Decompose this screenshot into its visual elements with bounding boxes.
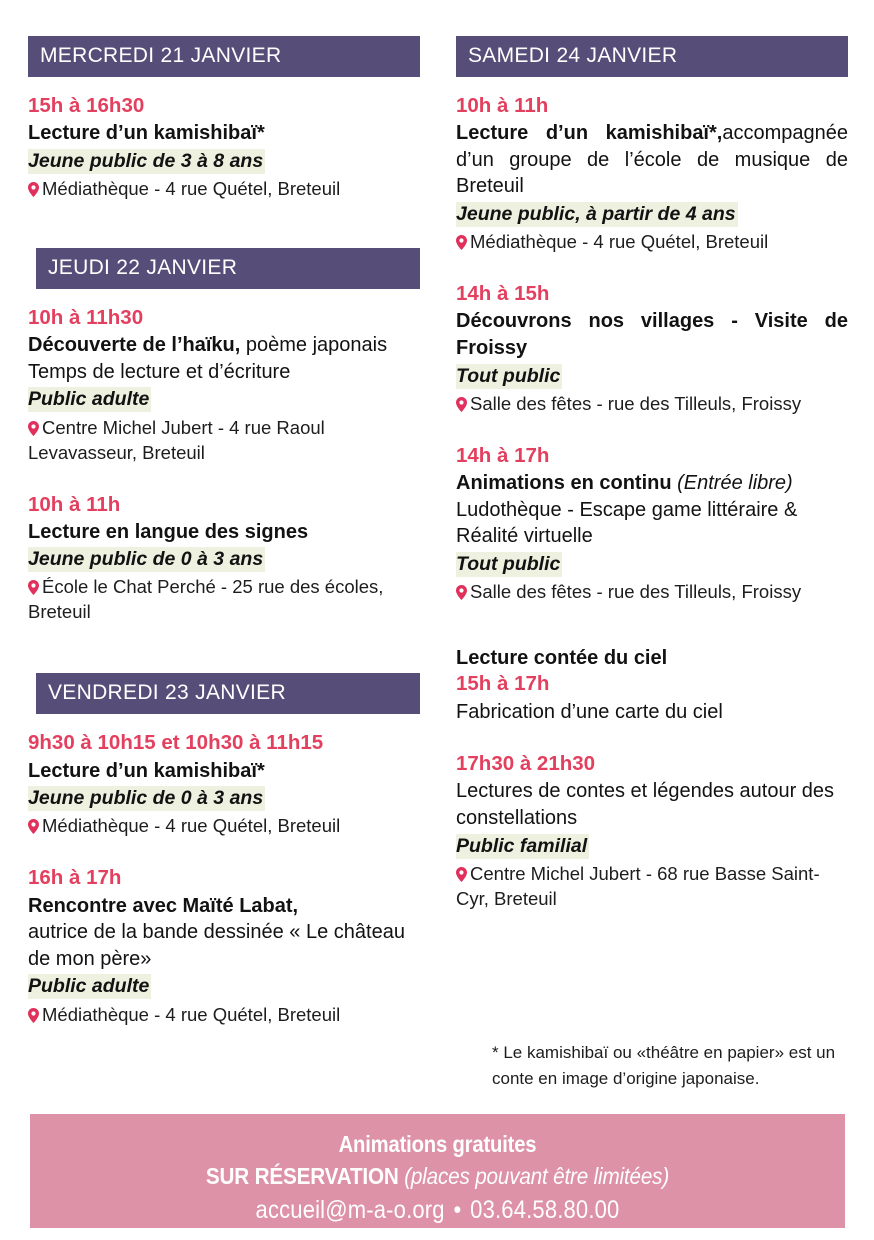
event-title-bold: Rencontre avec Maïté Labat, [28, 894, 299, 917]
event-title [28, 332, 420, 359]
event-audience-wrap [28, 973, 420, 999]
reservation-footer-banner [30, 1114, 845, 1228]
event-place-text: Médiathèque - 4 rue Quétel, Breteuil [42, 815, 341, 837]
event-title [28, 519, 420, 546]
event-time: 14h à 17h [456, 443, 550, 467]
event-audience-wrap [456, 833, 848, 859]
event-title-bold: Lecture d’un kamishibaï* [28, 122, 265, 145]
footer-email[interactable]: accueil@m-a-o.org [255, 1196, 445, 1225]
event-block [28, 305, 420, 465]
event-time: 15h à 16h30 [28, 94, 145, 118]
event-time: 9h30 à 10h15 et 10h30 à 11h15 [28, 731, 324, 755]
event-place-text: Centre Michel Jubert - 4 rue Raoul Levavasseur, Breteuil [28, 416, 325, 463]
event-place [28, 575, 420, 625]
event-block [28, 93, 420, 202]
event-place [28, 814, 420, 839]
event-title [456, 308, 848, 361]
event-audience-wrap [28, 546, 420, 572]
event-subtitle: Temps de lecture et d’écriture [28, 360, 291, 383]
footer-contact-line [79, 1193, 796, 1228]
event-time: 10h à 11h [456, 94, 549, 118]
footer-reservation-label: SUR RÉSERVATION [205, 1163, 399, 1190]
footer-reservation-line [79, 1160, 796, 1193]
event-title [28, 758, 420, 785]
event-audience: Public adulte [28, 388, 150, 411]
location-pin-icon [28, 179, 39, 194]
event-place [28, 416, 420, 466]
event-place-text: Salle des fêtes - rue des Tilleuls, Froissy [470, 580, 802, 602]
day-header-samedi: SAMEDI 24 JANVIER [456, 36, 848, 77]
event-place-text: Centre Michel Jubert - 68 rue Basse Saint-Cyr, Breteuil [456, 862, 820, 909]
location-pin-icon [456, 232, 467, 247]
event-title [28, 120, 420, 147]
event-audience: Jeune public de 3 à 8 ans [28, 149, 264, 172]
location-pin-icon [28, 418, 39, 433]
event-time: 15h à 17h [456, 672, 550, 696]
location-pin-icon [28, 1005, 39, 1020]
event-subtitle: Ludothèque - Escape game littéraire & Réalité virtuelle [456, 498, 798, 548]
event-title [28, 893, 420, 920]
event-block [456, 93, 848, 255]
event-subtitle: Fabrication d’une carte du ciel [456, 700, 723, 723]
location-pin-icon [456, 582, 467, 597]
event-subtitle: Lectures de contes et légendes autour des constellations [456, 780, 835, 830]
footer-free-label: Animations gratuites [338, 1131, 537, 1157]
event-title-bold: Lecture en langue des signes [28, 520, 309, 543]
event-audience: Jeune public de 0 à 3 ans [28, 787, 264, 810]
event-place-text: Médiathèque - 4 rue Quétel, Breteuil [42, 178, 341, 199]
footer-phone[interactable]: 03.64.58.80.00 [470, 1196, 620, 1225]
event-title-bold: Lecture d’un kamishibaï*, [456, 122, 723, 145]
event-audience: Public adulte [28, 975, 150, 998]
event-audience-wrap [456, 363, 848, 389]
event-time: 16h à 17h [28, 866, 122, 890]
event-block [456, 281, 848, 417]
kamishibai-footnote: * Le kamishibaï ou «théâtre en papier» est un conte en image d’origine japonaise. [492, 1043, 836, 1088]
event-audience-wrap [456, 551, 848, 577]
location-pin-icon [456, 394, 467, 409]
event-audience-wrap [28, 386, 420, 412]
event-audience: Jeune public de 0 à 3 ans [28, 548, 264, 571]
event-block [28, 730, 420, 839]
event-block [456, 443, 848, 605]
event-place-text: Médiathèque - 4 rue Quétel, Breteuil [470, 231, 769, 253]
footer-separator-dot: • [453, 1196, 462, 1225]
event-place [456, 230, 848, 255]
location-pin-icon [28, 577, 39, 592]
event-place [456, 862, 848, 912]
event-place-text: École le Chat Perché - 25 rue des écoles, Breteuil [28, 576, 384, 623]
event-title-note: (Entrée libre) [671, 471, 793, 494]
event-title-rest: accompagnée d’un groupe de l’école de musique de Breteuil [456, 122, 848, 198]
event-title-rest: poème japonais [240, 334, 388, 357]
day-header-vendredi: VENDREDI 23 JANVIER [36, 673, 420, 714]
day-header-mercredi: MERCREDI 21 JANVIER [28, 36, 420, 77]
event-place [456, 392, 848, 417]
event-block [456, 645, 848, 725]
event-audience: Public familial [456, 834, 588, 857]
event-place-text: Médiathèque - 4 rue Quétel, Breteuil [42, 1003, 341, 1025]
event-time: 10h à 11h [28, 492, 121, 516]
footer-reservation-note: (places pouvant être limitées) [398, 1163, 670, 1190]
event-place [28, 177, 420, 202]
event-title-bold: Découvrons nos villages - Visite de Froissy [456, 310, 848, 359]
event-audience-wrap [28, 148, 420, 174]
event-place-text: Salle des fêtes - rue des Tilleuls, Froissy [470, 392, 802, 414]
event-place [456, 580, 848, 605]
event-time: 14h à 15h [456, 282, 550, 306]
event-block [28, 492, 420, 626]
location-pin-icon [456, 864, 467, 879]
event-title [456, 120, 848, 200]
event-audience: Tout public [456, 364, 561, 387]
event-time: 10h à 11h30 [28, 306, 144, 330]
event-audience-wrap [456, 201, 848, 227]
day-header-jeudi: JEUDI 22 JANVIER [36, 248, 420, 289]
event-title-bold: Découverte de l’haïku, [28, 334, 241, 357]
event-title-bold: Lecture d’un kamishibaï* [28, 759, 265, 782]
event-block [456, 751, 848, 911]
event-title-bold: Animations en continu [456, 471, 672, 494]
location-pin-icon [28, 816, 39, 831]
left-column [28, 36, 420, 1027]
event-audience-wrap [28, 785, 420, 811]
event-block [28, 865, 420, 1027]
event-audience: Tout public [456, 552, 561, 575]
event-place [28, 1003, 420, 1028]
event-subtitle: autrice de la bande dessinée « Le château de mon père» [28, 921, 405, 970]
event-title [456, 470, 848, 497]
event-section-heading: Lecture contée du ciel [456, 646, 668, 669]
right-column [456, 36, 848, 1027]
event-time: 17h30 à 21h30 [456, 752, 596, 776]
event-audience: Jeune public, à partir de 4 ans [456, 203, 736, 226]
